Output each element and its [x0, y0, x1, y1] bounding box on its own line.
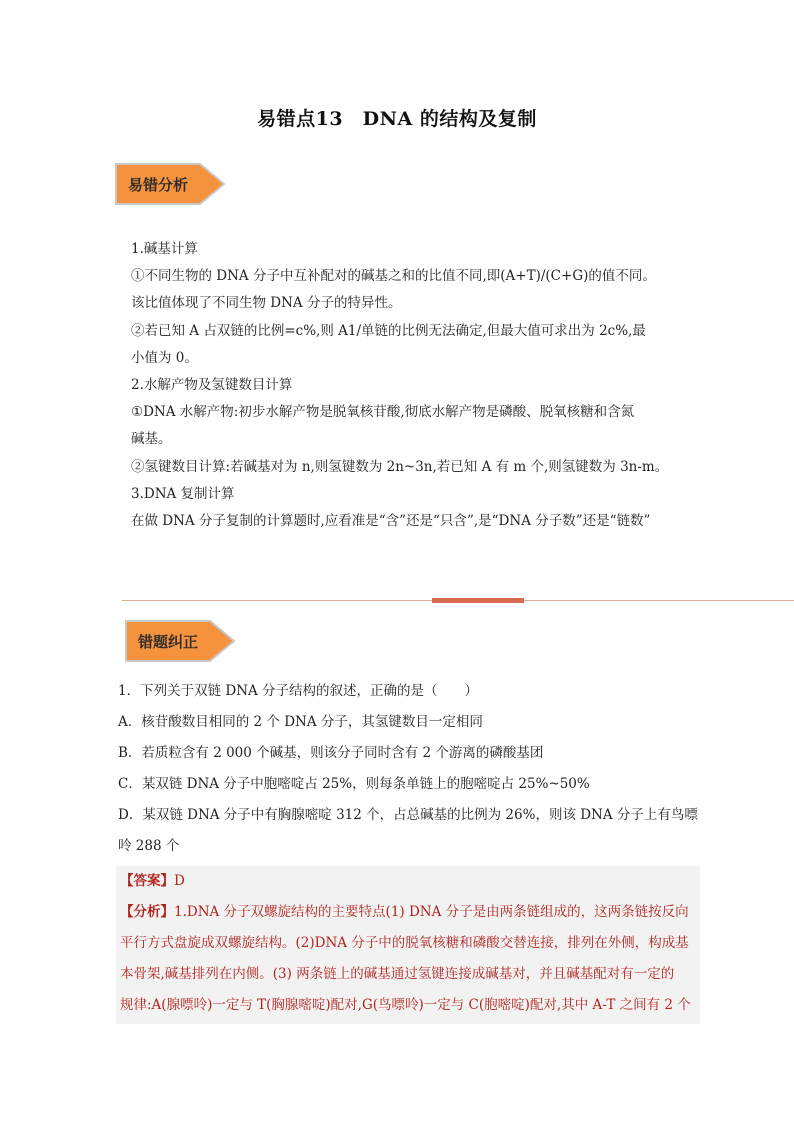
- analysis-line: ①DNA 水解产物:初步水解产物是脱氧核苷酸,彻底水解产物是磷酸、脱氧核糖和含氮: [131, 404, 635, 421]
- analysis-line: ②氢键数目计算:若碱基对为 n,则氢键数为 2n~3n,若已知 A 有 m 个,则氢键数为 3n-m。: [131, 458, 669, 475]
- analysis-line: 小值为 0。: [131, 349, 198, 366]
- section-tag-error-correction: [124, 619, 236, 663]
- question-option-d-cont: 呤 288 个: [118, 838, 180, 854]
- question-option-b: B．若质粒含有 2 000 个碱基，则该分子同时含有 2 个游离的磷酸基团: [118, 745, 544, 761]
- answer-line: [116, 866, 700, 897]
- section-tag-label: 错题纠正: [138, 632, 199, 651]
- answer-analysis-line: 平行方式盘旋成双螺旋结构。(2)DNA 分子中的脱氧核糖和磷酸交替连接，排列在外侧，构成基: [120, 935, 689, 951]
- question-stem: 1．下列关于双链 DNA 分子结构的叙述，正确的是（ ）: [118, 683, 479, 699]
- error-analysis-content: [131, 236, 711, 535]
- answer-label: 【答案】: [120, 873, 174, 889]
- analysis-line: 1.碱基计算: [131, 241, 198, 257]
- answer-value: D: [174, 873, 185, 889]
- answer-box: [116, 866, 700, 1024]
- analysis-line: 3.DNA 复制计算: [131, 485, 235, 502]
- analysis-line: 在做 DNA 分子复制的计算题时,应看准是“含”还是“只含”,是“DNA 分子数”还是“链数”: [131, 513, 651, 530]
- question-option-a: A．核苷酸数目相同的 2 个 DNA 分子，其氢键数目一定相同: [118, 714, 483, 730]
- answer-analysis-line: 本骨架,碱基排列在内侧。(3) 两条链上的碱基通过氢键连接成碱基对，并且碱基配对有一定的: [120, 966, 675, 982]
- analysis-line: 碱基。: [131, 431, 172, 448]
- question-option-d: D．某双链 DNA 分子中有胸腺嘧啶 312 个，占总碱基的比例为 26%，则该 DNA 分子上有鸟嘌: [118, 807, 698, 823]
- page-title: 易错点13 DNA 的结构及复制: [257, 108, 537, 130]
- analysis-line: ①不同生物的 DNA 分子中互补配对的碱基之和的比值不同,即(A+T)/(C+G)的值不同。: [131, 268, 656, 285]
- section-tag-label: 易错分析: [128, 175, 189, 194]
- answer-analysis-line: [116, 897, 700, 928]
- analysis-line: 该比值体现了不同生物 DNA 分子的特异性。: [131, 295, 402, 312]
- analysis-line: ②若已知 A 占双链的比例=c%,则 A1/单链的比例无法确定,但最大值可求出为 2c%,最: [131, 322, 646, 339]
- question-block: [118, 676, 708, 862]
- analysis-text: 1.DNA 分子双螺旋结构的主要特点(1) DNA 分子是由两条链组成的，这两条链按反向: [174, 904, 689, 920]
- analysis-line: 2.水解产物及氢键数目计算: [131, 377, 293, 394]
- question-option-c: C．某双链 DNA 分子中胞嘧啶占 25%，则每条单链上的胞嘧啶占 25%~50%: [118, 776, 590, 792]
- section-tag-error-analysis: [114, 162, 226, 206]
- divider-accent-bar: [432, 598, 524, 603]
- analysis-label: 【分析】: [120, 904, 174, 920]
- answer-analysis-line: 规律:A(腺嘌呤)一定与 T(胸腺嘧啶)配对,G(鸟嘌呤)一定与 C(胞嘧啶)配对,其中 A-T 之间有 2 个: [120, 997, 691, 1013]
